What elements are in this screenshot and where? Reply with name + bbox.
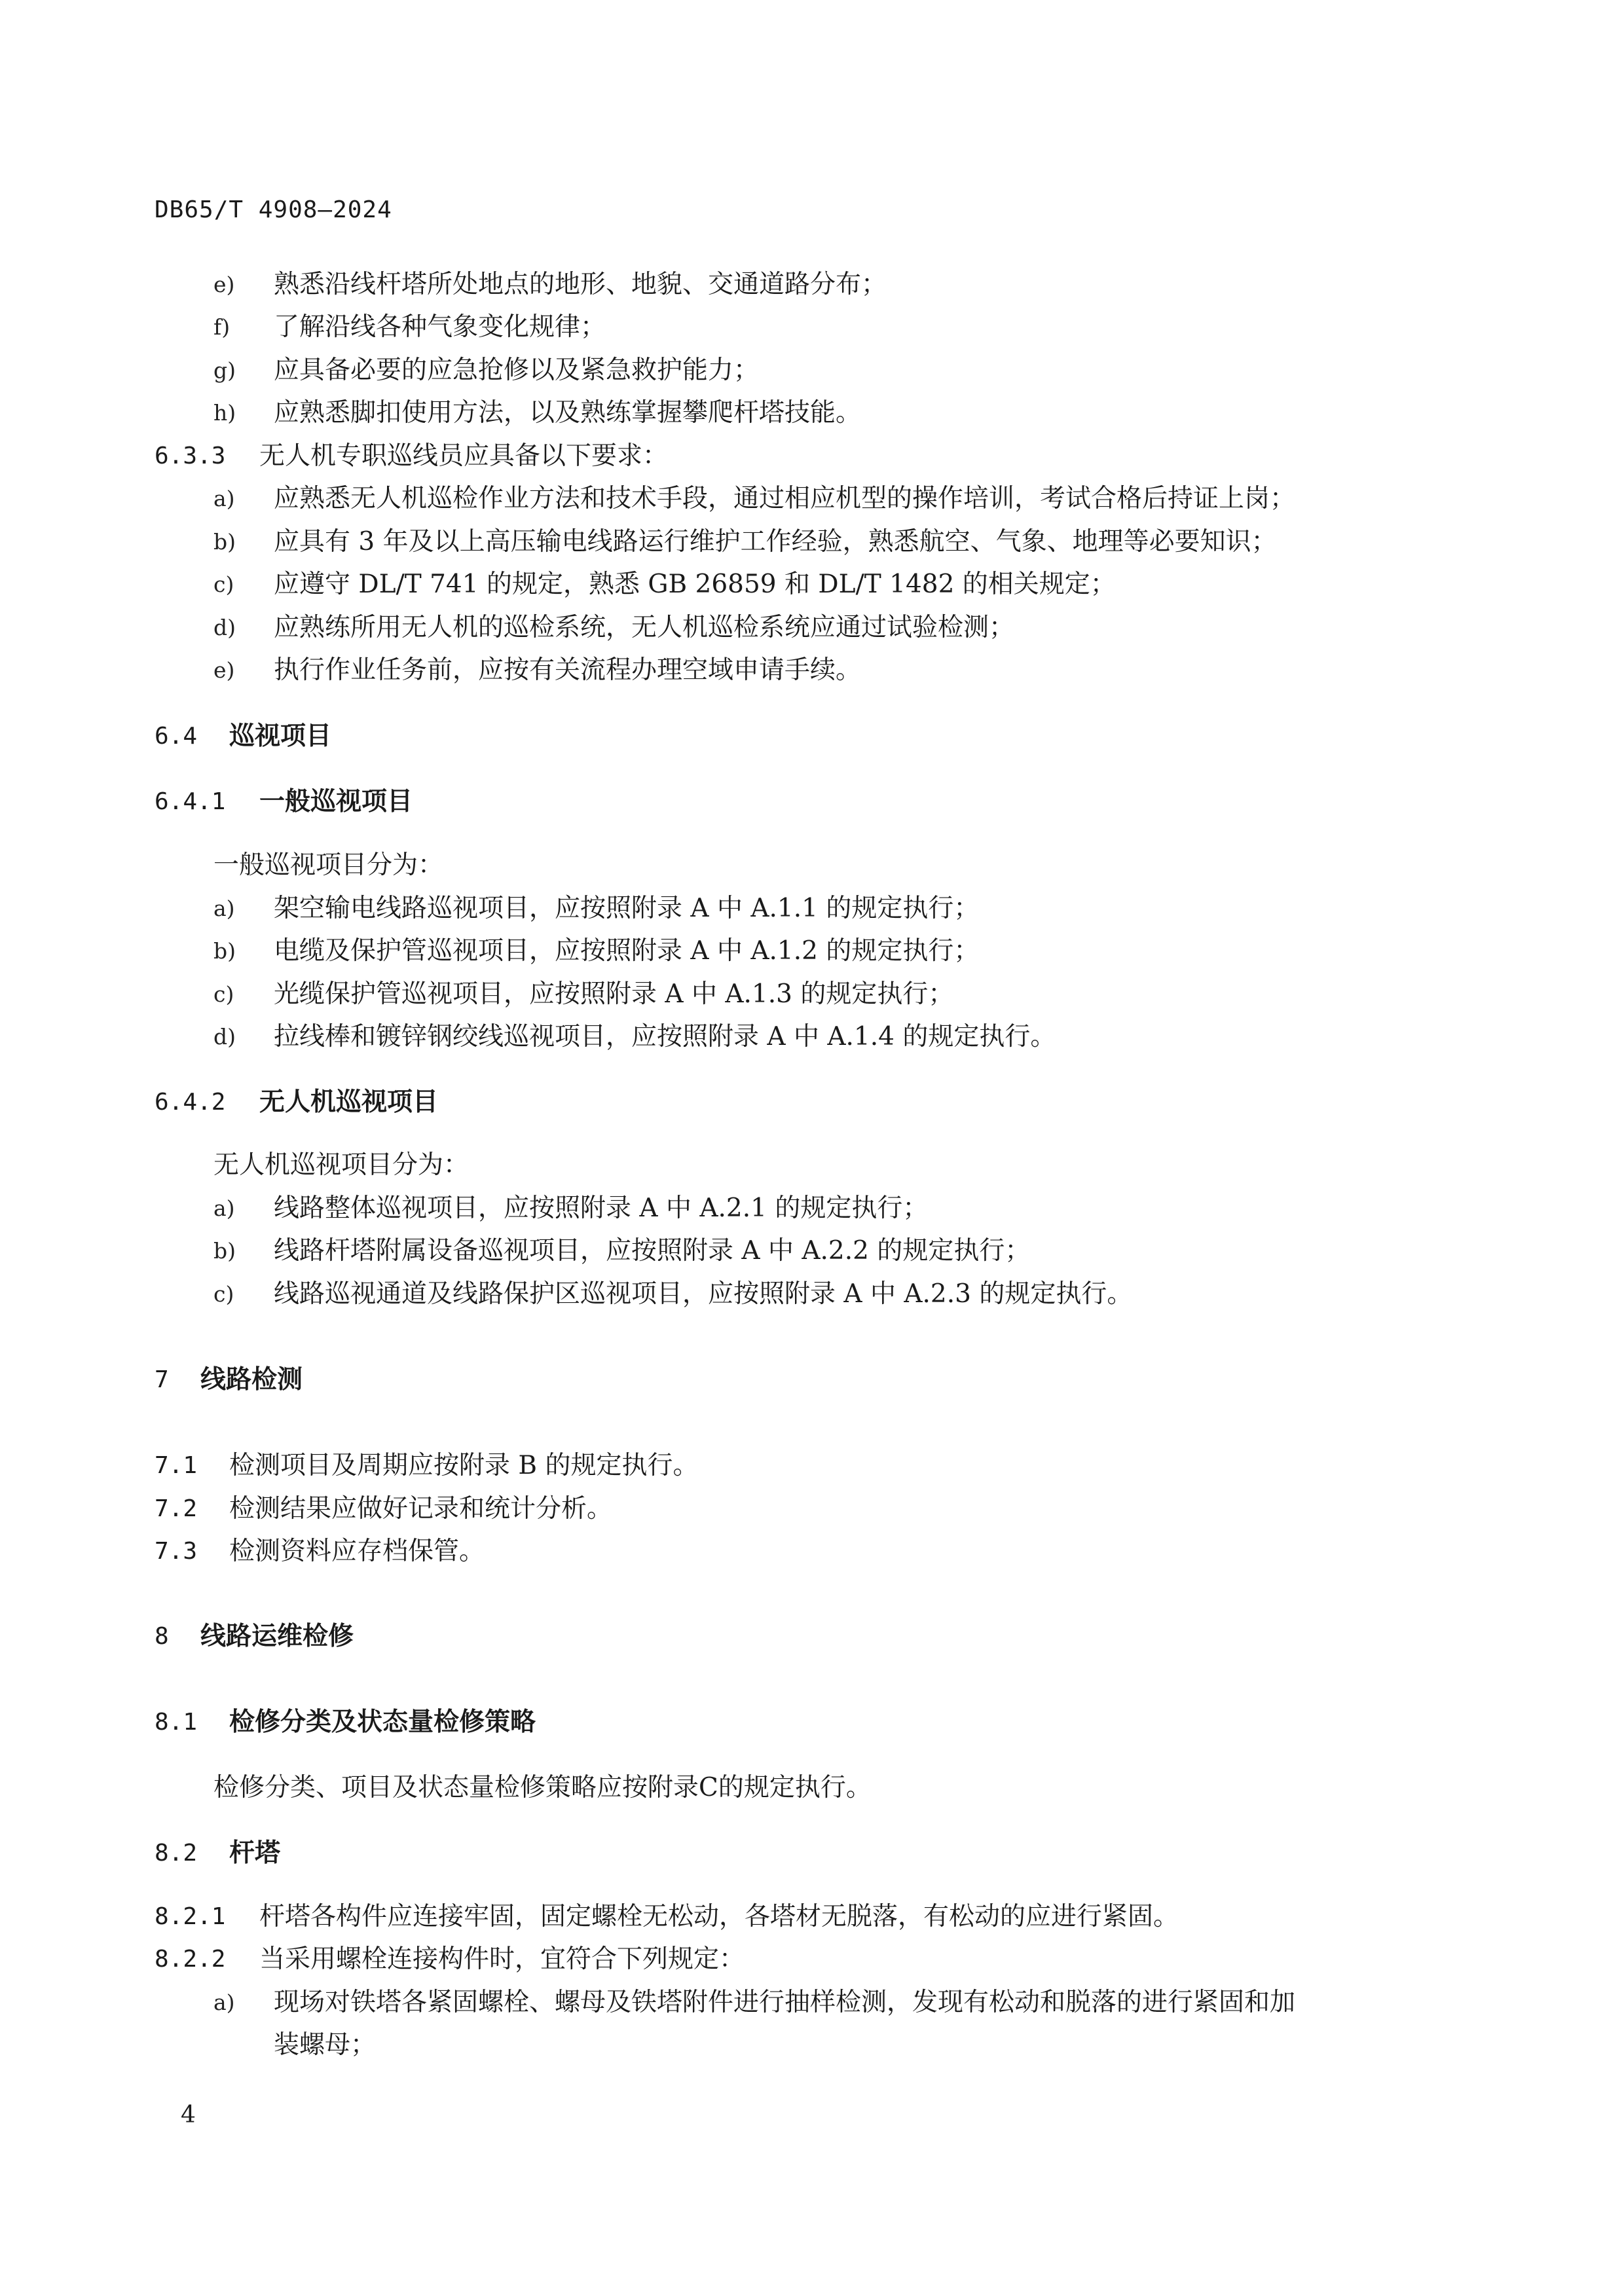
section-title: 杆塔 <box>229 1838 281 1868</box>
list-label: d) <box>213 1024 236 1049</box>
section-number: 8.1 <box>155 1709 198 1736</box>
section-title: 线路运维检修 <box>200 1622 354 1651</box>
list-label: c) <box>213 1281 234 1307</box>
section-number: 6.4.2 <box>155 1089 226 1116</box>
list-text: 执行作业任务前，应按有关流程办理空域申请手续。 <box>274 655 862 685</box>
list-label: b) <box>213 938 236 964</box>
list-text: 光缆保护管巡视项目，应按照附录 A 中 A.1.3 的规定执行； <box>274 979 954 1009</box>
list-label: g) <box>213 357 236 383</box>
list-text: 应熟悉脚扣使用方法，以及熟练掌握攀爬杆塔技能。 <box>274 398 862 428</box>
list-label: c) <box>213 572 234 597</box>
list-label: a) <box>213 1990 235 2015</box>
list-label: b) <box>213 529 236 555</box>
section-number: 6.4.1 <box>155 788 226 815</box>
section-number: 7 <box>155 1366 169 1393</box>
paragraph-text: 检修分类、项目及状态量检修策略应按附录C的规定执行。 <box>213 1773 872 1802</box>
clause-number: 7.2 <box>155 1495 198 1522</box>
list-label: e) <box>213 657 235 683</box>
list-label: d) <box>213 615 236 640</box>
list-text: 线路巡视通道及线路保护区巡视项目，应按照附录 A 中 A.2.3 的规定执行。 <box>274 1279 1133 1309</box>
clause-text: 当采用螺栓连接构件时，宜符合下列规定： <box>259 1944 745 1974</box>
list-label: b) <box>213 1238 236 1264</box>
section-number: 6.4 <box>155 723 198 750</box>
section-number: 8.2 <box>155 1840 198 1867</box>
list-label: f) <box>213 314 231 340</box>
list-text: 应熟练所用无人机的巡检系统，无人机巡检系统应通过试验检测； <box>274 613 1015 642</box>
section-title: 巡视项目 <box>229 721 332 751</box>
page-number: 4 <box>181 2102 196 2128</box>
section-title: 线路检测 <box>200 1365 303 1394</box>
clause-number: 7.3 <box>155 1538 198 1565</box>
list-label: c) <box>213 981 234 1007</box>
clause-text: 检测结果应做好记录和统计分析。 <box>229 1494 613 1523</box>
list-text: 熟悉沿线杆塔所处地点的地形、地貌、交通道路分布； <box>274 270 887 299</box>
clause-text: 无人机专职巡线员应具备以下要求： <box>259 441 669 471</box>
list-text: 应熟悉无人机巡检作业方法和技术手段，通过相应机型的操作培训，考试合格后持证上岗； <box>274 484 1296 513</box>
clause-number: 8.2.2 <box>155 1946 226 1973</box>
clause-text: 检测项目及周期应按附录 B 的规定执行。 <box>229 1451 699 1480</box>
list-text: 装螺母； <box>274 2030 377 2060</box>
list-text: 应遵守 DL/T 741 的规定，熟悉 GB 26859 和 DL/T 1482 的相关规定； <box>274 570 1116 599</box>
list-label: a) <box>213 486 235 511</box>
list-label: e) <box>213 272 235 297</box>
section-title: 无人机巡视项目 <box>259 1087 439 1117</box>
list-text: 线路杆塔附属设备巡视项目，应按照附录 A 中 A.2.2 的规定执行； <box>274 1236 1031 1266</box>
list-label: a) <box>213 1195 235 1221</box>
list-text: 拉线棒和镀锌钢绞线巡视项目，应按照附录 A 中 A.1.4 的规定执行。 <box>274 1022 1056 1051</box>
list-text: 架空输电线路巡视项目，应按照附录 A 中 A.1.1 的规定执行； <box>274 894 980 923</box>
clause-number: 7.1 <box>155 1452 198 1479</box>
list-text: 了解沿线各种气象变化规律； <box>274 312 606 342</box>
list-text: 现场对铁塔各紧固螺栓、螺母及铁塔附件进行抽样检测，发现有松动和脱落的进行紧固和加 <box>274 1988 1296 2017</box>
list-text: 线路整体巡视项目，应按照附录 A 中 A.2.1 的规定执行； <box>274 1194 929 1223</box>
clause-text: 杆塔各构件应连接牢固，固定螺栓无松动，各塔材无脱落，有松动的应进行紧固。 <box>259 1902 1179 1931</box>
paragraph-text: 无人机巡视项目分为： <box>213 1150 470 1180</box>
list-text: 电缆及保护管巡视项目，应按照附录 A 中 A.1.2 的规定执行； <box>274 936 980 966</box>
list-text: 应具备必要的应急抢修以及紧急救护能力； <box>274 355 760 385</box>
list-text: 应具有 3 年及以上高压输电线路运行维护工作经验，熟悉航空、气象、地理等必要知识； <box>274 527 1277 556</box>
list-label: a) <box>213 896 235 921</box>
clause-text: 检测资料应存档保管。 <box>229 1537 485 1566</box>
section-title: 一般巡视项目 <box>259 787 413 816</box>
section-title: 检修分类及状态量检修策略 <box>229 1707 536 1737</box>
list-label: h) <box>213 400 236 426</box>
document-header-id: DB65/T 4908—2024 <box>155 196 392 223</box>
section-number: 8 <box>155 1623 169 1650</box>
clause-number: 6.3.3 <box>155 443 226 469</box>
clause-number: 8.2.1 <box>155 1903 226 1930</box>
paragraph-text: 一般巡视项目分为： <box>213 850 444 880</box>
